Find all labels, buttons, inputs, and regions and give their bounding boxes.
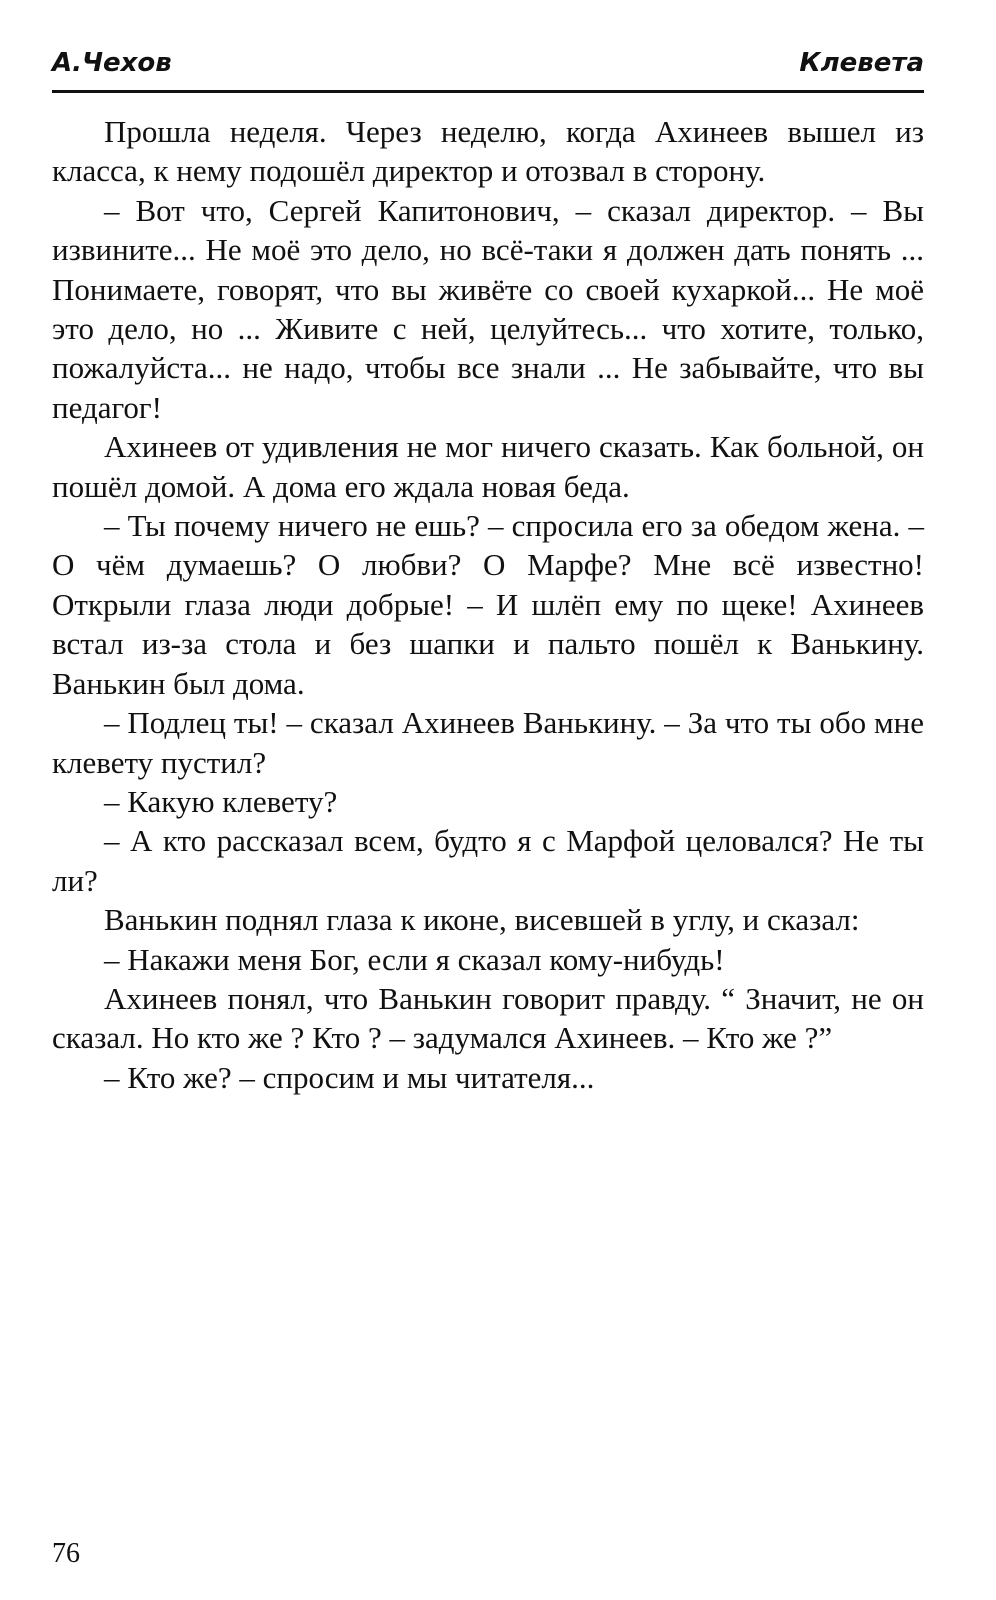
book-page — [52, 0, 924, 1600]
paragraph: – Накажи меня Бог, если я сказал кому-нибудь! — [104, 941, 725, 977]
story-text — [52, 112, 924, 1097]
paragraph: – Какую клевету? — [104, 783, 338, 819]
paragraph: Прошла неделя. Через неделю, когда Ахинеев вышел из класса, к нему подошёл директор и отозвал в сторону. — [52, 114, 924, 189]
paragraph: – Кто же? – спросим и мы читателя... — [104, 1059, 595, 1095]
paragraph: – Подлец ты! – сказал Ахинеев Ванькину. – За что ты обо мне клевету пустил? — [52, 705, 924, 780]
running-head — [52, 48, 924, 88]
page-number: 76 — [52, 1538, 80, 1569]
paragraph: – А кто рассказал всем, будто я с Марфой целовался? Не ты ли? — [52, 823, 924, 898]
paragraph: – Вот что, Сергей Капитонович, – сказал директор. – Вы извините... Не моё это дело, но всё-таки я должен дать понять ... Понимаете, говорят, что вы живёте со своей кухаркой... Не моё это дело, но ... Живите с ней, целуйтесь... что хотите, только, пожалуйста... не надо, чтобы все знали ... Не забывайте, что вы педагог! — [52, 192, 924, 425]
header-rule — [52, 90, 924, 93]
paragraph: – Ты почему ничего не ешь? – спросила его за обедом жена. – О чём думаешь? О любви? О Марфе? Мне всё известно! Открыли глаза люди добрые! – И шлёп ему по щеке! Ахинеев встал из-за стола и без шапки и пальто пошёл к Ванькину. Ванькин был дома. — [52, 508, 924, 701]
running-head-title: Клевета — [799, 48, 924, 78]
paragraph: Ахинеев от удивления не мог ничего сказать. Как больной, он пошёл домой. А дома его ждала новая беда. — [52, 429, 924, 504]
paragraph: Ахинеев понял, что Ванькин говорит правду. “ Значит, не он сказал. Но кто же ? Кто ? – задумался Ахинеев. – Кто же ?” — [52, 980, 924, 1056]
paragraph: Ванькин поднял глаза к иконе, висевшей в углу, и сказал: — [104, 902, 860, 938]
running-head-author: А.Чехов — [52, 48, 172, 78]
